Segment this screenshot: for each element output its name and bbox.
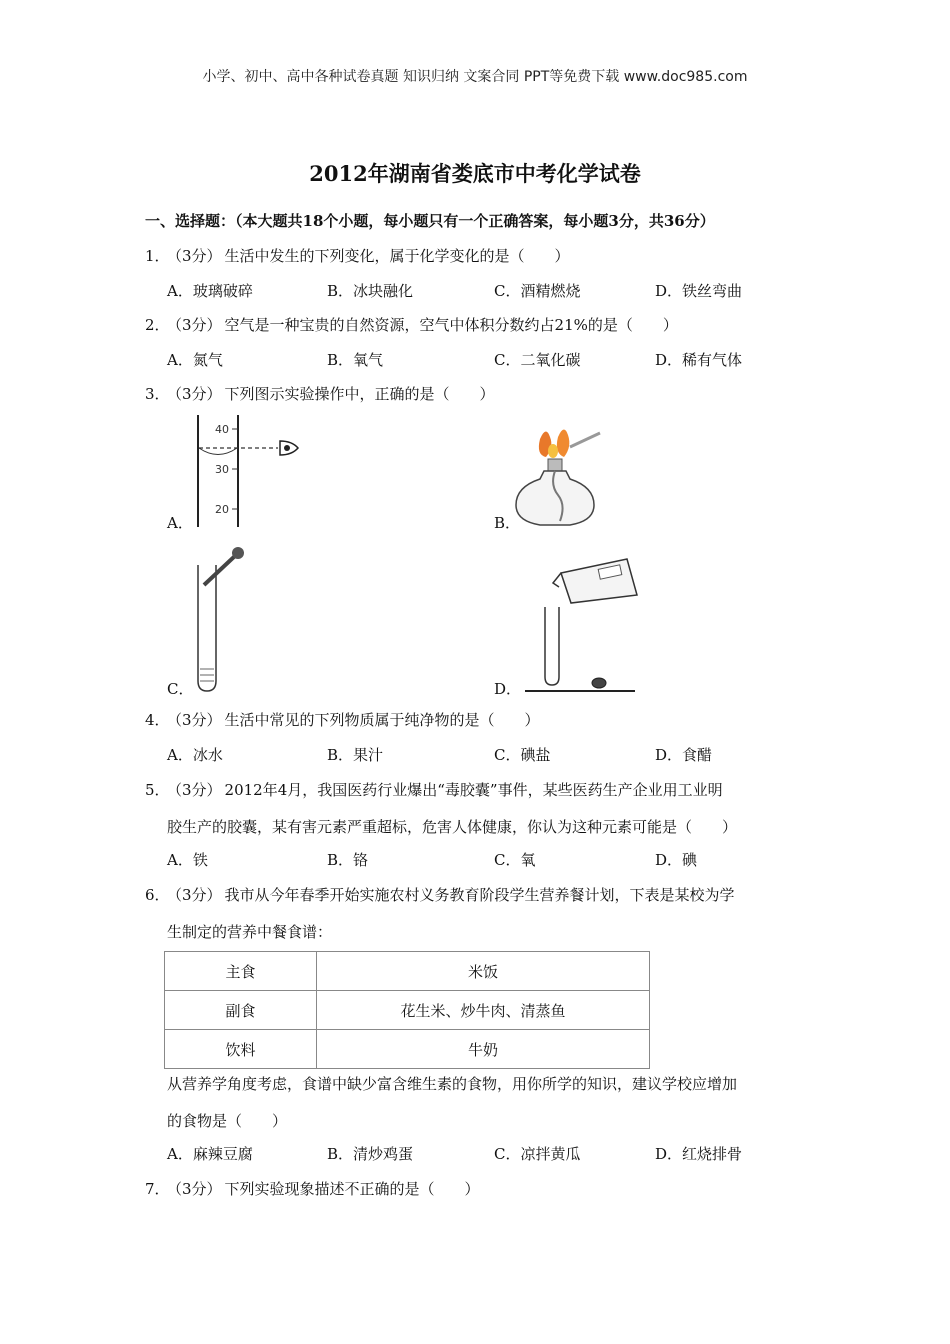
option-c: C．凉拌黄瓜: [494, 1145, 581, 1163]
option-a: A．玻璃破碎: [167, 282, 253, 300]
graduated-cylinder-figure: [190, 415, 310, 530]
question-text: 生活中发生的下列变化，属于化学变化的是（ ）: [224, 247, 570, 265]
tick-label-20: 20: [215, 503, 229, 516]
question-text: 下列实验现象描述不正确的是（ ）: [224, 1180, 480, 1198]
question-points: （3分）: [167, 1180, 222, 1198]
option-b: B．氧气: [327, 351, 384, 369]
figure-label-a: A．: [167, 514, 193, 532]
question-text: 下列图示实验操作中，正确的是（ ）: [224, 385, 495, 403]
question-points: （3分）: [167, 247, 222, 265]
tick-label-40: 40: [215, 423, 229, 436]
table-row: [165, 952, 650, 991]
table-cell: 花生米、炒牛肉、清蒸鱼: [317, 991, 650, 1030]
figure-label-b: B．: [494, 514, 521, 532]
option-b: B．清炒鸡蛋: [327, 1145, 414, 1163]
option-d: D．红烧排骨: [655, 1145, 743, 1163]
option-b: B．铬: [327, 851, 369, 869]
question-text-continued: 的食物是（ ）: [167, 1112, 288, 1130]
bottle-stopper-icon: [592, 678, 606, 688]
table-cell: 主食: [165, 952, 317, 991]
question-5: [145, 779, 723, 800]
question-number: 1．: [145, 247, 170, 265]
question-6: [145, 884, 735, 905]
option-b: B．果汁: [327, 746, 384, 764]
alcohol-lamp-figure: [520, 425, 620, 535]
question-3: [145, 383, 495, 404]
pouring-liquid-figure: [515, 555, 645, 695]
question-4: [145, 709, 540, 730]
question-2: [145, 314, 678, 335]
question-number: 3．: [145, 385, 170, 403]
table-cell: 牛奶: [317, 1030, 650, 1069]
question-text: 空气是一种宝贵的自然资源，空气中体积分数约占21%的是（ ）: [224, 316, 678, 334]
section-heading: 一、选择题：（本大题共18个小题，每小题只有一个正确答案，每小题3分，共36分）: [145, 212, 715, 230]
question-text-continued: 生制定的营养中餐食谱：: [167, 923, 333, 941]
table-row: [165, 1030, 650, 1069]
question-points: （3分）: [167, 385, 222, 403]
table-cell: 饮料: [165, 1030, 317, 1069]
question-number: 7．: [145, 1180, 170, 1198]
option-c: C．酒精燃烧: [494, 282, 581, 300]
tick-label-30: 30: [215, 463, 229, 476]
question-number: 5．: [145, 781, 170, 799]
question-text: 生活中常见的下列物质属于纯净物的是（ ）: [224, 711, 540, 729]
question-text: 我市从今年春季开始实施农村义务教育阶段学生营养餐计划，下表是某校为学: [224, 886, 735, 904]
question-points: （3分）: [167, 781, 222, 799]
option-a: A．铁: [167, 851, 208, 869]
question-points: （3分）: [167, 711, 222, 729]
question-text-continued: 从营养学角度考虑，食谱中缺少富含维生素的食物，用你所学的知识，建议学校应增加: [167, 1075, 738, 1093]
option-c: C．二氧化碳: [494, 351, 581, 369]
option-d: D．铁丝弯曲: [655, 282, 743, 300]
option-d: D．碘: [655, 851, 698, 869]
option-a: A．冰水: [167, 746, 223, 764]
option-c: C．碘盐: [494, 746, 551, 764]
option-b: B．冰块融化: [327, 282, 414, 300]
table-row: [165, 991, 650, 1030]
question-number: 6．: [145, 886, 170, 904]
question-number: 4．: [145, 711, 170, 729]
option-a: A．麻辣豆腐: [167, 1145, 253, 1163]
question-text: 2012年4月，我国医药行业爆出“毒胶囊”事件，某些医药生产企业用工业明: [224, 781, 723, 799]
menu-table: [164, 951, 650, 1069]
question-1: [145, 245, 570, 266]
question-points: （3分）: [167, 316, 222, 334]
test-tube-dropper-figure: [190, 545, 270, 695]
question-7: [145, 1178, 480, 1199]
question-text-continued: 胶生产的胶囊，某有害元素严重超标，危害人体健康，你认为这种元素可能是（ ）: [167, 818, 738, 836]
option-d: D．稀有气体: [655, 351, 743, 369]
table-cell: 副食: [165, 991, 317, 1030]
page-header: 小学、初中、高中各种试卷真题 知识归纳 文案合同 PPT等免费下载 www.doc985.com: [202, 69, 748, 85]
figure-label-d: D．: [494, 680, 522, 698]
option-c: C．氧: [494, 851, 536, 869]
page-title: 2012年湖南省娄底市中考化学试卷: [309, 161, 641, 186]
figure-label-c: C．: [167, 680, 194, 698]
question-points: （3分）: [167, 886, 222, 904]
option-a: A．氮气: [167, 351, 223, 369]
table-cell: 米饭: [317, 952, 650, 991]
option-d: D．食醋: [655, 746, 713, 764]
question-number: 2．: [145, 316, 170, 334]
